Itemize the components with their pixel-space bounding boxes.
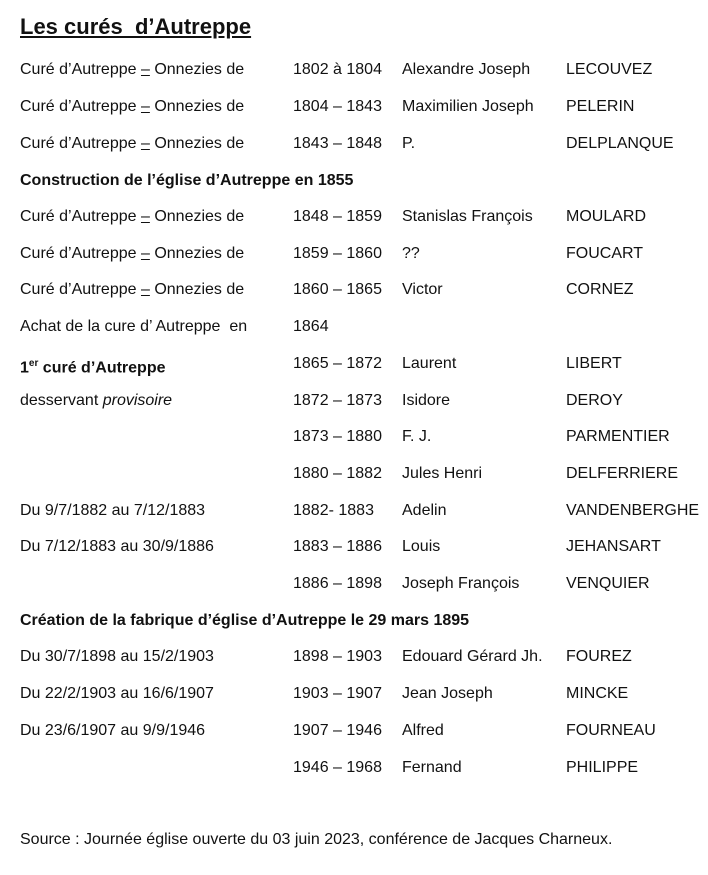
row-first-name: Alexandre Joseph [402,61,531,78]
label-suffix: Onnezies de [149,281,245,298]
row-first-name: Adelin [402,502,447,519]
row-last-name: PARMENTIER [566,428,670,445]
row-last-name: FOUCART [566,245,644,262]
label-text: desservant [20,392,103,409]
row-last-name: LIBERT [566,355,622,372]
row-first-name: Isidore [402,392,451,409]
label-dash: – [140,245,150,262]
row-label [20,96,244,118]
label-prefix: Curé d’Autreppe [20,281,141,298]
source-note: Source : Journée église ouverte du 03 juin 2023, conférence de Jacques Charneux. [20,831,613,848]
row-label [20,243,244,265]
row-last-name: DELPLANQUE [566,135,674,152]
table-row [0,59,708,81]
row-first-name: ?? [402,245,420,262]
row-years: 1882- 1883 [293,502,374,519]
row-last-name: VANDENBERGHE [566,502,700,519]
table-row [0,463,708,485]
label-suffix: Onnezies de [149,245,245,262]
row-years: 1886 – 1898 [293,575,382,592]
table-row [0,206,708,228]
row-label: Du 9/7/1882 au 7/12/1883 [20,502,206,519]
row-years: 1880 – 1882 [293,465,382,482]
row-label [20,353,166,379]
ordinal-number: 1 [20,359,29,377]
label-italic: provisoire [102,392,173,409]
table-row [0,390,708,412]
row-label [20,279,244,301]
row-first-name: Laurent [402,355,457,372]
row-first-name: Jean Joseph [402,685,493,702]
table-row [0,96,708,118]
section-heading-construction: Construction de l’église d’Autreppe en 1855 [20,172,354,189]
row-last-name: CORNEZ [566,281,634,298]
row-last-name: FOURNEAU [566,722,656,739]
row-last-name: DEROY [566,392,623,409]
row-label: Du 30/7/1898 au 15/2/1903 [20,648,214,665]
row-first-name: F. J. [402,428,432,445]
section-heading-fabrique: Création de la fabrique d’église d’Autreppe le 29 mars 1895 [20,612,470,629]
row-first-name: Alfred [402,722,444,739]
label-prefix: Curé d’Autreppe [20,135,141,152]
table-row [0,426,708,448]
row-label [20,59,244,81]
row-last-name: PELERIN [566,98,635,115]
label-suffix: Onnezies de [149,98,245,115]
row-label [20,133,244,155]
row-last-name: FOUREZ [566,648,632,665]
row-label: Achat de la cure d’ Autreppe en [20,318,248,335]
row-last-name: MOULARD [566,208,647,225]
row-years: 1903 – 1907 [293,685,382,702]
row-first-name: Joseph François [402,575,520,592]
table-row [0,500,708,522]
table-row [0,573,708,595]
row-years: 1907 – 1946 [293,722,382,739]
table-row [0,646,708,668]
row-first-name: P. [402,135,416,152]
row-label: Du 22/2/1903 au 16/6/1907 [20,685,214,702]
table-row [0,757,708,779]
label-suffix: Onnezies de [149,61,245,78]
row-first-name: Fernand [402,759,462,776]
row-first-name: Louis [402,538,441,555]
row-years: 1843 – 1848 [293,135,382,152]
row-years: 1804 – 1843 [293,98,382,115]
row-last-name: DELFERRIERE [566,465,679,482]
label-prefix: Curé d’Autreppe [20,208,141,225]
row-years: 1859 – 1860 [293,245,382,262]
label-prefix: Curé d’Autreppe [20,98,141,115]
table-row [0,353,708,375]
row-years: 1848 – 1859 [293,208,382,225]
table-row [0,279,708,301]
table-row [0,243,708,265]
row-years: 1864 [293,318,329,335]
row-first-name: Edouard Gérard Jh. [402,648,543,665]
label-suffix: Onnezies de [149,208,245,225]
label-prefix: Curé d’Autreppe [20,245,141,262]
row-first-name: Stanislas François [402,208,533,225]
row-years: 1860 – 1865 [293,281,382,298]
label-dash: – [140,281,150,298]
row-last-name: LECOUVEZ [566,61,653,78]
row-first-name: Victor [402,281,443,298]
row-years: 1802 à 1804 [293,61,382,78]
row-label [20,390,172,412]
label-dash: – [140,61,150,78]
row-years: 1872 – 1873 [293,392,382,409]
ordinal-suffix: er [28,358,39,369]
row-years: 1883 – 1886 [293,538,382,555]
row-label: Du 23/6/1907 au 9/9/1946 [20,722,206,739]
row-years: 1873 – 1880 [293,428,382,445]
table-row [0,683,708,705]
row-first-name: Maximilien Joseph [402,98,534,115]
table-row [0,316,708,338]
row-last-name: VENQUIER [566,575,650,592]
label-prefix: Curé d’Autreppe [20,61,141,78]
row-years: 1946 – 1968 [293,759,382,776]
table-row [0,133,708,155]
row-last-name: PHILIPPE [566,759,639,776]
label-suffix: Onnezies de [149,135,245,152]
table-row [0,720,708,742]
label-rest: curé d’Autreppe [38,359,166,377]
row-label [20,206,244,228]
page-title: Les curés d’Autreppe [20,14,252,39]
row-last-name: JEHANSART [566,538,661,555]
label-dash: – [140,208,150,225]
row-label: Du 7/12/1883 au 30/9/1886 [20,538,214,555]
label-dash: – [140,135,150,152]
row-years: 1865 – 1872 [293,355,382,372]
table-row [0,536,708,558]
label-dash: – [140,98,150,115]
row-first-name: Jules Henri [402,465,483,482]
row-last-name: MINCKE [566,685,629,702]
row-years: 1898 – 1903 [293,648,382,665]
